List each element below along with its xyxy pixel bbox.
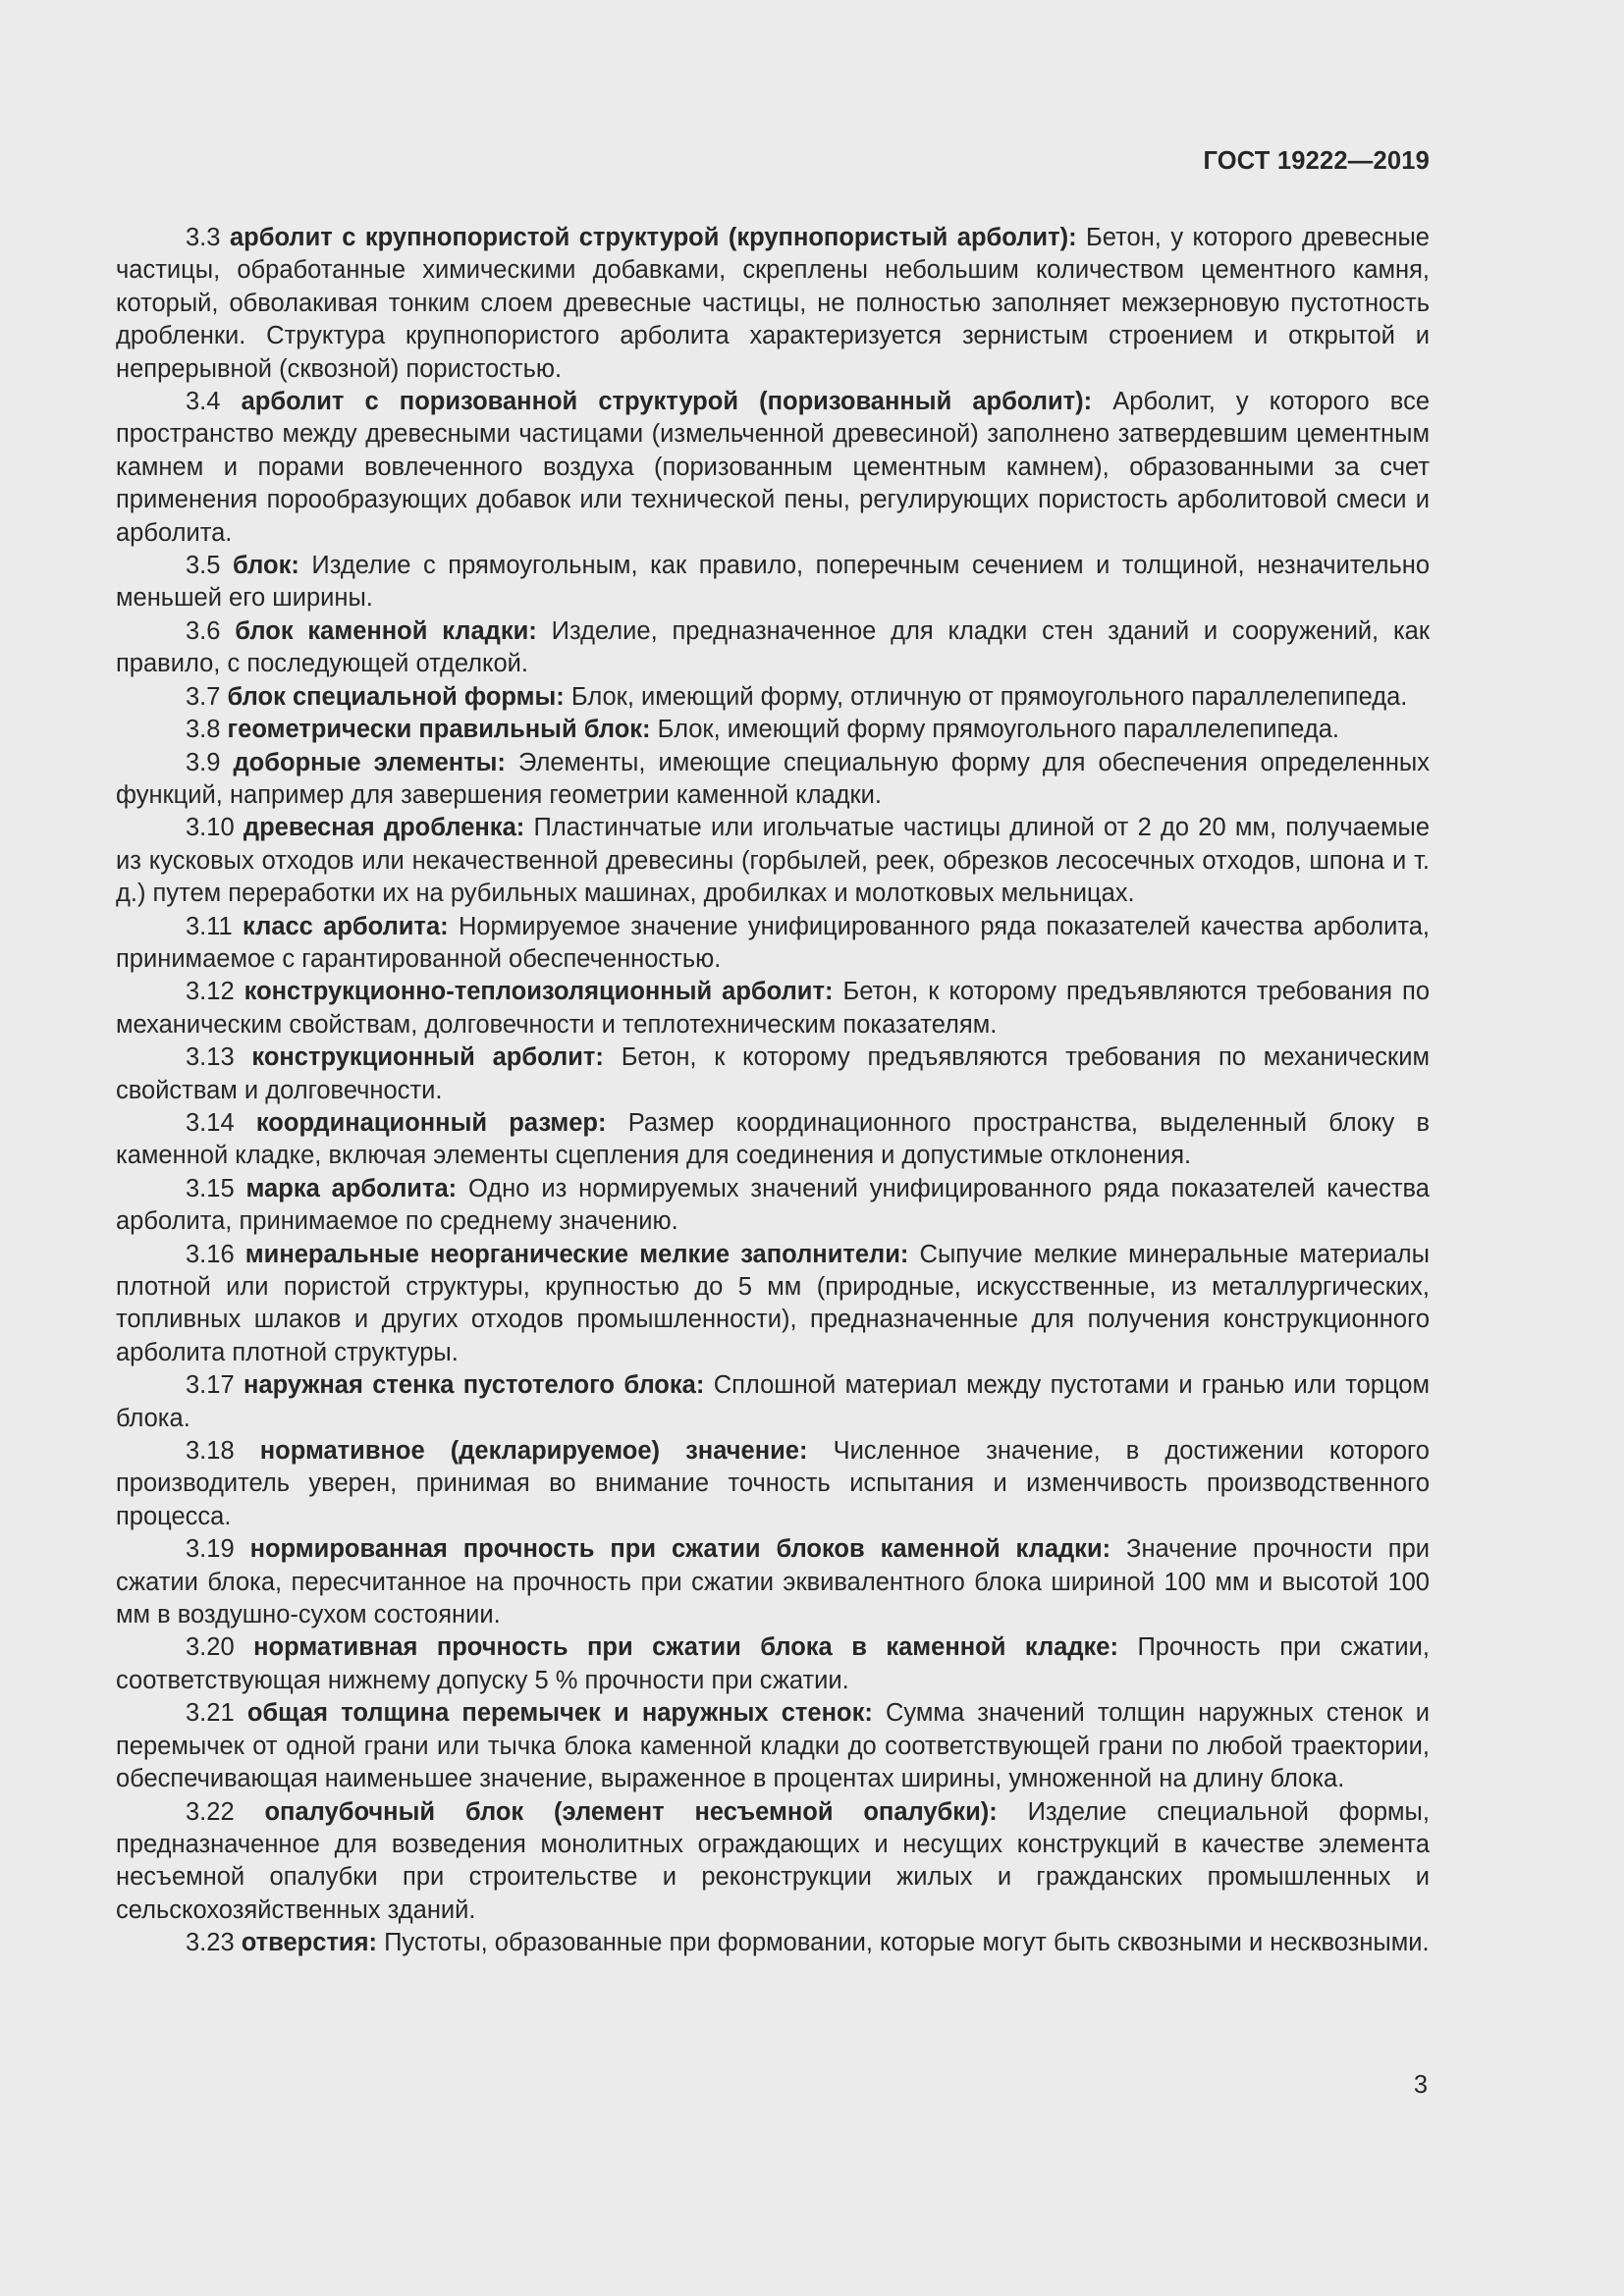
definition-number: 3.9 xyxy=(186,748,221,776)
definition-number: 3.12 xyxy=(186,978,235,1006)
definition-3-12 xyxy=(116,976,1430,1041)
definition-number: 3.20 xyxy=(186,1633,235,1662)
definition-text: Пустоты, образованные при формовании, которые могут быть сквозными и несквозными. xyxy=(384,1929,1430,1957)
definition-number: 3.19 xyxy=(186,1535,235,1564)
definition-term: нормативная прочность при сжатии блока в каменной кладке: xyxy=(253,1633,1118,1662)
definition-text: Численное значение, в достижении которого производитель уверен, принимая во внимание точность испытания и изменчивость производственного процесса. xyxy=(116,1437,1430,1530)
definitions-list xyxy=(116,222,1430,1960)
definition-term: конструкционно-теплоизоляционный арболит: xyxy=(244,978,834,1006)
definition-3-21 xyxy=(116,1697,1430,1795)
definition-3-9 xyxy=(116,747,1430,813)
definition-3-11 xyxy=(116,911,1430,977)
definition-number: 3.7 xyxy=(186,682,221,711)
definition-term: древесная дробленка: xyxy=(243,814,525,842)
definition-3-8 xyxy=(116,714,1430,746)
document-header: ГОСТ 19222—2019 xyxy=(1203,147,1430,175)
definition-number: 3.14 xyxy=(186,1108,235,1137)
definition-3-16 xyxy=(116,1239,1430,1370)
definition-3-17 xyxy=(116,1369,1430,1435)
definition-number: 3.8 xyxy=(186,716,221,744)
definition-number: 3.6 xyxy=(186,616,221,645)
definition-text: Блок, имеющий форму, отличную от прямоугольного параллелепипеда. xyxy=(570,682,1408,711)
definition-number: 3.10 xyxy=(186,814,235,842)
page-number: 3 xyxy=(1413,2071,1428,2099)
definition-number: 3.13 xyxy=(186,1043,235,1072)
definition-text: Прочность при сжатии, соответствующая нижнему допуску 5 % прочности при сжатии. xyxy=(116,1633,1430,1694)
definition-3-15 xyxy=(116,1173,1430,1239)
definition-number: 3.22 xyxy=(186,1797,235,1826)
definition-term: отверстия: xyxy=(241,1929,377,1957)
definition-text: Пластинчатые или игольчатые частицы длиной от 2 до 20 мм, получаемые из кусковых отходов или некачественной древесины (горбылей, реек, обрезков лесосечных отходов, шпона и т. д.) путем переработки их на рубильных машинах, дробилках и молотковых мельницах. xyxy=(116,814,1431,908)
definition-text: Нормируемое значение унифицированного ряда показателей качества арболита, принимаемое с гарантированной обеспеченностью. xyxy=(116,912,1431,973)
definition-text: Блок, имеющий форму прямоугольного параллелепипеда. xyxy=(657,716,1340,744)
definition-3-4 xyxy=(116,386,1430,550)
definition-term: марка арболита: xyxy=(245,1174,458,1202)
definition-3-5 xyxy=(116,550,1430,615)
definition-term: класс арболита: xyxy=(243,912,449,940)
definition-term: наружная стенка пустотелого блока: xyxy=(244,1371,705,1400)
definition-term: геометрически правильный блок: xyxy=(227,716,651,744)
definition-number: 3.5 xyxy=(186,552,221,580)
definition-text: Значение прочности при сжатии блока, пересчитанное на прочность при сжатии эквивалентного блока шириной 100 мм и высотой 100 мм в воздушно-сухом состоянии. xyxy=(116,1535,1431,1629)
definition-text: Арболит, у которого все пространство между древесными частицами (измельченной древесиной) заполнено затвердевшим цементным камнем и порами вовлеченного воздуха (поризованным цементным камнем), образованными за счет применения порообразующих добавок или технической пены, регулирующих пористость арболитовой смеси и арболита. xyxy=(116,388,1430,547)
definition-number: 3.15 xyxy=(186,1174,235,1202)
definition-text: Сыпучие мелкие минеральные материалы плотной или пористой структуры, крупностью до 5 мм (природные, искусственные, из металлургических, топливных шлаков и других отходов промышленности), предназначенные для получения конструкционного арболита плотной структуры. xyxy=(116,1240,1430,1366)
definition-term: блок специальной формы: xyxy=(227,682,565,711)
definition-term: нормативное (декларируемое) значение: xyxy=(259,1437,808,1466)
definition-text: Одно из нормируемых значений унифицированного ряда показателей качества арболита, принимаемое по среднему значению. xyxy=(116,1174,1430,1236)
definition-3-10 xyxy=(116,812,1430,910)
definition-number: 3.4 xyxy=(186,388,221,416)
definition-3-13 xyxy=(116,1041,1430,1107)
definition-text: Размер координационного пространства, выделенный блоку в каменной кладке, включая элементы сцепления для соединения и допустимые отклонения. xyxy=(116,1108,1430,1170)
definition-text: Изделие с прямоугольным, как правило, поперечным сечением и толщиной, незначительно меньшей его ширины. xyxy=(116,552,1430,613)
definition-term: блок: xyxy=(233,552,299,580)
definition-text: Бетон, к которому предъявляются требования по механическим свойствам, долговечности и теплотехническим показателям. xyxy=(116,978,1430,1039)
definition-text: Бетон, к которому предъявляются требования по механическим свойствам и долговечности. xyxy=(116,1043,1430,1104)
definition-text: Сплошной материал между пустотами и гранью или торцом блока. xyxy=(116,1371,1430,1432)
definition-term: арболит с поризованной структурой (поризованный арболит): xyxy=(241,388,1093,416)
definition-3-20 xyxy=(116,1631,1430,1697)
definition-term: минеральные неорганические мелкие заполнители: xyxy=(244,1240,909,1268)
definition-term: блок каменной кладки: xyxy=(235,616,537,645)
definition-3-19 xyxy=(116,1533,1430,1631)
definition-term: общая толщина перемычек и наружных стенок: xyxy=(246,1699,873,1728)
definition-term: координационный размер: xyxy=(255,1108,607,1137)
definition-number: 3.16 xyxy=(186,1240,235,1268)
definition-number: 3.18 xyxy=(186,1437,235,1466)
definition-number: 3.17 xyxy=(186,1371,235,1400)
definition-3-22 xyxy=(116,1796,1430,1928)
definition-term: нормированная прочность при сжатии блоков каменной кладки: xyxy=(249,1535,1111,1564)
definition-3-18 xyxy=(116,1435,1430,1533)
definition-text: Элементы, имеющие специальную форму для обеспечения определенных функций, например для завершения геометрии каменной кладки. xyxy=(116,748,1430,809)
definition-number: 3.11 xyxy=(186,912,233,940)
definition-3-23 xyxy=(116,1927,1430,1959)
definition-number: 3.3 xyxy=(186,224,221,251)
definition-3-7 xyxy=(116,681,1430,714)
definition-3-3 xyxy=(116,222,1430,386)
definition-term: арболит с крупнопористой структурой (крупнопористый арболит): xyxy=(229,224,1077,251)
definition-number: 3.21 xyxy=(186,1699,235,1728)
definition-text: Сумма значений толщин наружных стенок и перемычек от одной грани или тычка блока каменной кладки до соответствующей грани по любой траектории, обеспечивающая наименьшее значение, выраженное в процентах ширины, умноженной на длину блока. xyxy=(116,1699,1430,1793)
definition-text: Изделие специальной формы, предназначенное для возведения монолитных ограждающих и несущих конструкций в качестве элемента несъемной опалубки при строительстве и реконструкции жилых и гражданских промышленных и сельскохозяйственных зданий. xyxy=(116,1797,1430,1924)
definition-term: конструкционный арболит: xyxy=(251,1043,604,1072)
definition-term: доборные элементы: xyxy=(233,748,506,776)
definition-term: опалубочный блок (элемент несъемной опалубки): xyxy=(264,1797,998,1826)
definition-text: Бетон, у которого древесные частицы, обработанные химическими добавками, скреплены небольшим количеством цементного камня, который, обволакивая тонким слоем древесные частицы, не полностью заполняет межзерновую пустотность дробленки. Структура крупнопористого арболита характеризуется зернистым строением и открытой и непрерывной (сквозной) пористостью. xyxy=(116,224,1430,383)
definition-3-6 xyxy=(116,615,1430,681)
definition-3-14 xyxy=(116,1107,1430,1173)
definition-text: Изделие, предназначенное для кладки стен зданий и сооружений, как правило, с последующей отделкой. xyxy=(116,616,1431,678)
definition-number: 3.23 xyxy=(186,1929,235,1957)
